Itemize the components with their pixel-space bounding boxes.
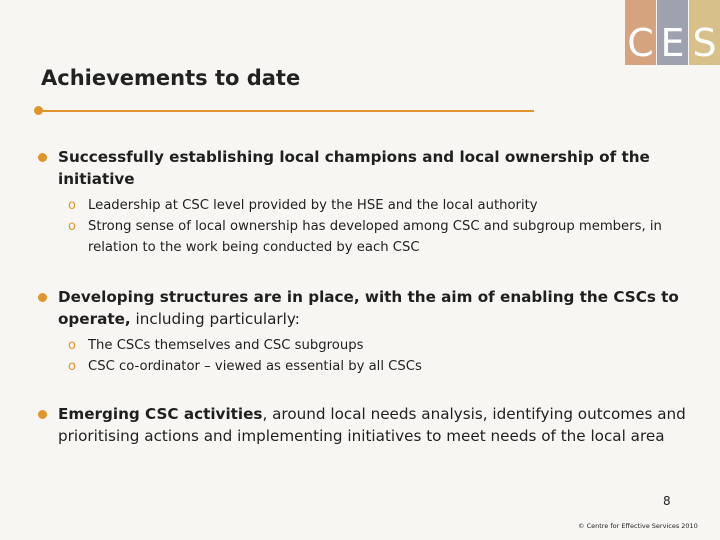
bullet-2-subitem-2 — [38, 356, 710, 377]
bullet-dot-icon — [38, 410, 47, 419]
logo-letter-e: E — [657, 0, 688, 65]
bullet-1-bold: Successfully establishing local champions and local ownership of the initiative — [58, 148, 650, 188]
bullet-1 — [38, 146, 710, 190]
logo-letter-s: S — [689, 0, 720, 65]
bullet-1-subitem-1 — [38, 195, 710, 216]
bullet-2-bold: Developing structures are in place, with the aim of enabling the CSCs to operate, — [58, 288, 679, 328]
subitem-text: The CSCs themselves and CSC subgroups — [88, 338, 364, 353]
slide-title: Achievements to date — [41, 66, 301, 90]
bullet-1-subitem-2 — [38, 216, 710, 258]
copyright-notice: © Centre for Effective Services 2010 — [578, 522, 698, 530]
subitem-text: CSC co-ordinator – viewed as essential by all CSCs — [88, 359, 422, 374]
circle-bullet-icon: o — [68, 359, 76, 374]
circle-bullet-icon: o — [68, 219, 76, 234]
bullet-3 — [38, 403, 710, 447]
bullet-dot-icon — [38, 293, 47, 302]
page-number: 8 — [663, 494, 671, 508]
subitem-text: Strong sense of local ownership has developed among CSC and subgroup members, in relation to the work being conducted by each CSC — [88, 219, 662, 255]
bullet-dot-icon — [38, 153, 47, 162]
bullet-3-bold: Emerging CSC activities — [58, 405, 263, 423]
logo-letter-c: C — [625, 0, 656, 65]
subitem-text: Leadership at CSC level provided by the HSE and the local authority — [88, 198, 538, 213]
title-rule — [38, 110, 534, 112]
bullet-3-normal: , around local needs analysis, identifying outcomes and prioritising actions and implementing initiatives to meet needs of the local area — [58, 405, 686, 445]
circle-bullet-icon: o — [68, 338, 76, 353]
ces-logo — [625, 0, 720, 65]
slide-content — [38, 146, 710, 447]
bullet-2 — [38, 286, 710, 330]
circle-bullet-icon: o — [68, 198, 76, 213]
bullet-2-normal: including particularly: — [130, 310, 300, 328]
bullet-2-subitem-1 — [38, 335, 710, 356]
